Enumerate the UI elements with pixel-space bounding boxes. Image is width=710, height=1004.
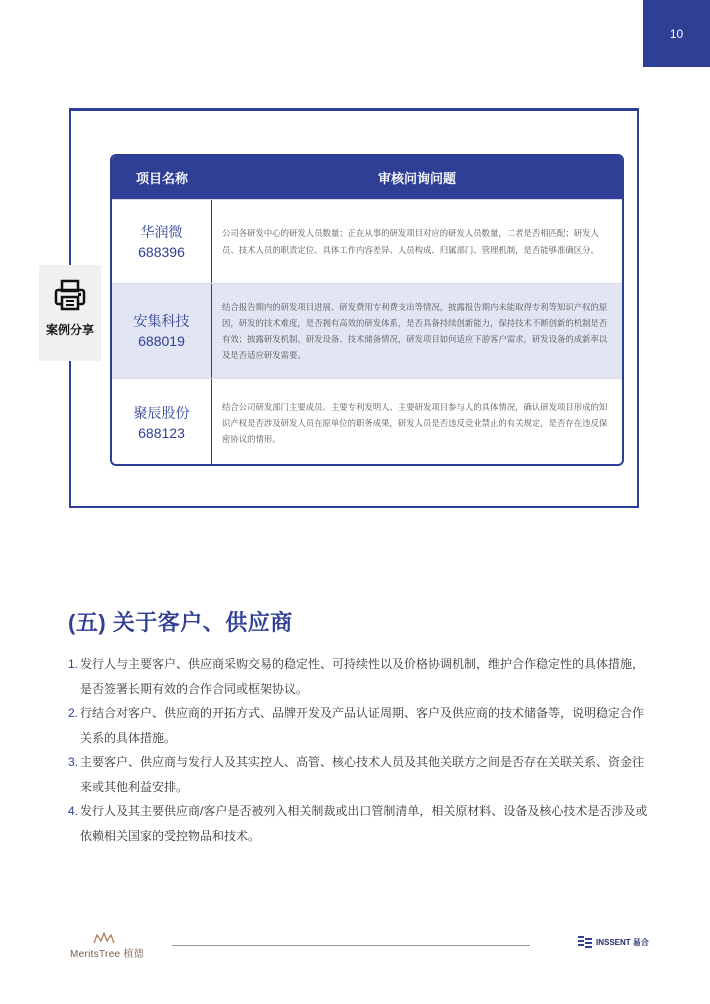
item-number: 3. [68,755,79,769]
stock-code: 688019 [138,333,185,349]
header-project-name: 项目名称 [135,171,188,186]
table-row [112,378,622,466]
list-item [68,799,648,848]
section-title: (五) 关于客户、供应商 [68,610,293,635]
list-item [68,701,648,750]
printer-icon [53,279,87,311]
inquiry-cell [212,284,622,378]
item-text: 主要客户、供应商与发行人及其实控人、高管、核心技术人员及其他关联方之间是否存在关联关系、资金往来或其他利益安排。 [80,755,645,794]
item-text: 发行人与主要客户、供应商采购交易的稳定性、可持续性以及价格协调机制，维护合作稳定性的具体措施，是否签署长期有效的合作合同或框架协议。 [80,657,645,696]
company-cell [112,379,212,466]
tree-icon [92,932,116,944]
table-row [112,199,622,283]
company-cell [112,200,212,283]
inquiry-text: 公司各研发中心的研发人员数量；正在从事的研发项目对应的研发人员数量，二者是否相匹配；研发人员、技术人员的职责定位、具体工作内容差异、人员构成、归属部门、管理机制，是否能够准确区分。 [222,228,599,255]
stock-code: 688396 [138,243,185,260]
inssent-logo [578,935,649,949]
item-number: 1. [68,657,79,671]
left-logo-text: MeritsTree 植德 [70,949,145,960]
inquiry-cell [212,200,622,283]
review-inquiry-table [110,154,624,466]
inquiry-text: 结合报告期内的研发项目进展、研发费用专利费支出等情况，披露报告期内未能取得专利等知识产权的原因，研发的技术难度，是否拥有高效的研发体系，是否具备持续创新能力，保持技术不断创新的机制是否有效；披露研发机制、研发设备、技术储备情况，研发项目如何适应下游客户需求，研发设备的成新率以及是否适应研发需要。 [222,301,608,361]
question-list [68,652,648,848]
meritstree-logo [70,932,144,960]
company-name: 聚辰股份 [133,405,190,421]
case-share-badge [39,265,101,361]
list-item [68,652,648,701]
item-text: 发行人及其主要供应商/客户是否被列入相关制裁或出口管制清单，相关原材料、设备及核心技术是否涉及或依赖相关国家的受控物品和技术。 [80,804,648,843]
item-number: 2. [68,706,79,720]
header-inquiry: 审核问询问题 [377,171,456,186]
table-row [112,283,622,378]
stock-code: 688123 [138,425,185,441]
company-name: 安集科技 [133,313,190,329]
inquiry-text: 结合公司研发部门主要成员、主要专利发明人、主要研发项目参与人的具体情况，确认研发项目形成的知识产权是否涉及研发人员在原单位的职务成果，研发人员是否违反竞业禁止的有关规定，是否存在违反保密协议的情形。 [222,401,608,445]
inssent-mark-icon [578,935,592,949]
company-cell [112,284,212,378]
list-item [68,750,648,799]
right-logo-text: INSSENT 易合 [596,937,649,947]
footer-divider [172,945,530,946]
company-name: 华润微 [140,223,183,240]
case-label: 案例分享 [45,323,94,337]
page-number: 10 [669,26,684,41]
item-text: 行结合对客户、供应商的开拓方式、品牌开发及产品认证周期、客户及供应商的技术储备等，说明稳定合作关系的具体措施。 [80,706,645,745]
page-number-tab [643,0,710,67]
table-header [112,156,622,199]
inquiry-cell [212,379,622,466]
item-number: 4. [68,804,79,818]
